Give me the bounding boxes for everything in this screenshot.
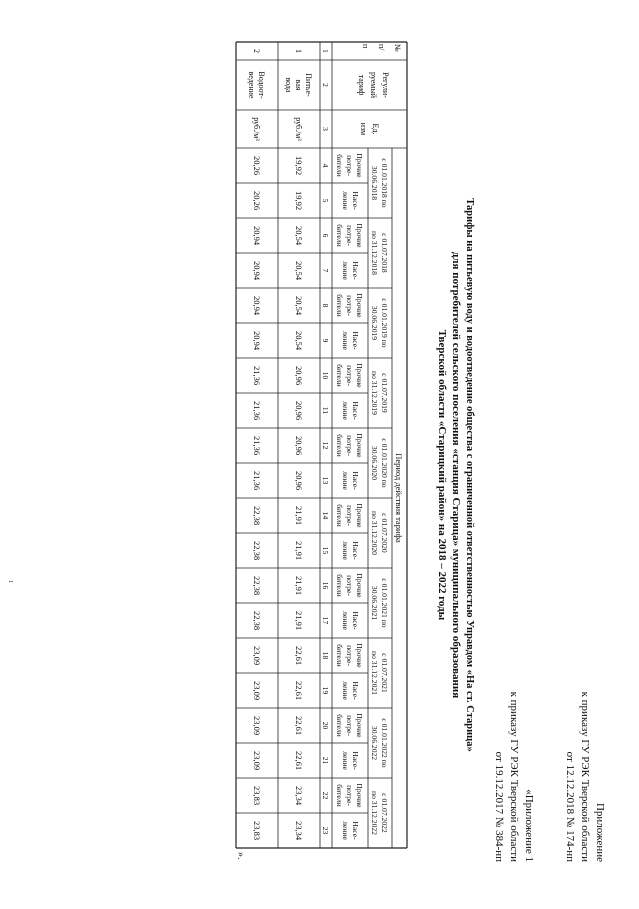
subheader-other-consumers: Прочие bbox=[355, 223, 364, 248]
subheader-population: ление bbox=[341, 541, 350, 560]
subheader-other-consumers: Прочие bbox=[355, 573, 364, 598]
column-number: 14 bbox=[321, 511, 330, 520]
tariff-value: 23,09 bbox=[252, 715, 262, 736]
tariff-value: 21,91 bbox=[294, 610, 304, 631]
col-tariff-header: руемый bbox=[369, 71, 378, 99]
column-number: 17 bbox=[321, 616, 330, 625]
subheader-population: ление bbox=[341, 401, 350, 420]
column-number: 9 bbox=[321, 338, 330, 343]
subheader-other-consumers: потре- bbox=[345, 715, 354, 736]
tariff-value: 21,91 bbox=[294, 575, 304, 596]
row-unit: руб./м³ bbox=[294, 117, 303, 141]
tariff-value: 21,91 bbox=[294, 505, 304, 526]
column-number: 6 bbox=[321, 233, 330, 238]
subheader-other-consumers: потре- bbox=[345, 155, 354, 176]
period-range: 30.06.2022 bbox=[370, 725, 379, 761]
tariff-value: 20,94 bbox=[252, 295, 262, 316]
column-number: 19 bbox=[321, 686, 330, 695]
subheader-population: ление bbox=[341, 821, 350, 840]
column-number: 3 bbox=[321, 127, 330, 131]
subheader-other-consumers: потре- bbox=[345, 645, 354, 666]
subheader-population: ление bbox=[341, 681, 350, 700]
col-no-header: № bbox=[393, 44, 402, 52]
page-marker: 1 bbox=[7, 580, 13, 583]
rotated-page-content bbox=[7, 42, 606, 862]
column-number: 2 bbox=[321, 83, 330, 87]
period-range: 30.06.2018 bbox=[370, 165, 379, 201]
subheader-other-consumers: потре- bbox=[345, 575, 354, 596]
subheader-other-consumers: бители bbox=[335, 154, 344, 177]
subheader-other-consumers: потре- bbox=[345, 505, 354, 526]
tariff-value: 22,38 bbox=[252, 540, 262, 561]
column-number: 7 bbox=[321, 268, 330, 273]
tariff-value: 20,54 bbox=[294, 260, 304, 281]
subheader-other-consumers: Прочие bbox=[355, 713, 364, 738]
subheader-population: ление bbox=[341, 331, 350, 350]
period-range: с 01.07.2021 bbox=[380, 653, 389, 693]
subheader-other-consumers: Прочие bbox=[355, 783, 364, 808]
tariff-value: 20,96 bbox=[294, 470, 304, 491]
subheader-other-consumers: потре- bbox=[345, 365, 354, 386]
period-range: по 31.12.2021 bbox=[370, 651, 379, 695]
subheader-population: Насе- bbox=[351, 751, 360, 770]
tariff-value: 20,94 bbox=[252, 225, 262, 246]
tariff-value: 22,38 bbox=[252, 575, 262, 596]
period-range: с 01.07.2020 bbox=[380, 513, 389, 553]
subheader-population: ление bbox=[341, 751, 350, 770]
col-no-header: п/ bbox=[377, 44, 386, 51]
subheader-population: Насе- bbox=[351, 401, 360, 420]
row-tariff-name: ведение bbox=[247, 71, 256, 99]
period-range: 30.06.2021 bbox=[370, 585, 379, 621]
period-range: с 01.01.2021 по bbox=[380, 578, 389, 628]
subheader-population: Насе- bbox=[351, 471, 360, 490]
subheader-other-consumers: Прочие bbox=[355, 153, 364, 178]
tariff-value: 23,34 bbox=[294, 820, 304, 841]
period-range: с 01.01.2020 по bbox=[380, 438, 389, 488]
subheader-other-consumers: бители bbox=[335, 294, 344, 317]
tariff-value: 20,54 bbox=[294, 295, 304, 316]
tariff-value: 22,61 bbox=[294, 680, 304, 701]
subheader-other-consumers: бители bbox=[335, 504, 344, 527]
tariff-value: 23,09 bbox=[252, 750, 262, 771]
tariff-value: 20,96 bbox=[294, 400, 304, 421]
subheader-other-consumers: бители bbox=[335, 364, 344, 387]
col-tariff-header: Регули- bbox=[381, 72, 390, 98]
tariff-value: 19,92 bbox=[294, 190, 304, 211]
appendix-old-line: «Приложение 1 bbox=[523, 789, 535, 862]
col-unit-header: Ед. bbox=[371, 123, 380, 135]
column-number: 23 bbox=[321, 826, 330, 835]
period-range: с 01.01.2022 по bbox=[380, 718, 389, 768]
tariff-value: 20,94 bbox=[252, 260, 262, 281]
tariff-value: 22,61 bbox=[294, 750, 304, 771]
period-range: с 01.01.2019 по bbox=[380, 298, 389, 348]
subheader-other-consumers: бители bbox=[335, 714, 344, 737]
document-title-line: Тарифы на питьевую воду и водоотведение общества с ограниченной ответственностью Управдом «На ст. Старица» bbox=[464, 198, 475, 752]
period-header: Период действия тарифа bbox=[394, 453, 404, 543]
period-range: 30.06.2019 bbox=[370, 305, 379, 341]
col-unit-header: изм bbox=[359, 122, 368, 136]
subheader-other-consumers: бители bbox=[335, 434, 344, 457]
subheader-population: Насе- bbox=[351, 541, 360, 560]
column-number: 20 bbox=[321, 721, 330, 730]
col-no-header: п bbox=[361, 44, 370, 49]
appendix-new-line: от 12.12.2018 № 174-нп bbox=[564, 751, 576, 862]
tariff-value: 21,36 bbox=[252, 470, 262, 491]
period-range: по 31.12.2018 bbox=[370, 231, 379, 275]
row-tariff-name: вая bbox=[294, 79, 303, 91]
column-number: 18 bbox=[321, 651, 330, 660]
column-number: 5 bbox=[321, 198, 330, 203]
tariff-value: 20,96 bbox=[294, 365, 304, 386]
subheader-population: Насе- bbox=[351, 261, 360, 280]
row-number: 2 bbox=[252, 49, 261, 53]
tariff-value: 23,09 bbox=[252, 680, 262, 701]
tariff-value: 22,61 bbox=[294, 645, 304, 666]
column-number: 16 bbox=[321, 581, 330, 590]
subheader-other-consumers: бители bbox=[335, 574, 344, 597]
period-range: 30.06.2020 bbox=[370, 445, 379, 481]
col-tariff-header: тариф bbox=[357, 74, 366, 96]
tariff-value: 22,61 bbox=[294, 715, 304, 736]
tariff-value: 22,38 bbox=[252, 610, 262, 631]
column-number: 15 bbox=[321, 546, 330, 555]
subheader-other-consumers: бители bbox=[335, 784, 344, 807]
row-number: 1 bbox=[294, 49, 303, 53]
subheader-other-consumers: бители bbox=[335, 224, 344, 247]
tariff-value: 20,26 bbox=[252, 190, 262, 211]
subheader-population: Насе- bbox=[351, 331, 360, 350]
tariff-value: 20,26 bbox=[252, 155, 262, 176]
period-range: с 01.07.2019 bbox=[380, 373, 389, 413]
row-tariff-name: Водоот- bbox=[257, 71, 266, 99]
subheader-population: ление bbox=[341, 471, 350, 490]
tariff-value: 20,54 bbox=[294, 225, 304, 246]
tariff-value: 23,34 bbox=[294, 785, 304, 806]
column-number: 10 bbox=[321, 371, 330, 380]
subheader-population: ление bbox=[341, 191, 350, 210]
period-range: с 01.07.2022 bbox=[380, 793, 389, 833]
subheader-other-consumers: Прочие bbox=[355, 643, 364, 668]
period-range: по 31.12.2019 bbox=[370, 371, 379, 415]
appendix-new-line: к приказу ГУ РЭК Тверской области bbox=[579, 691, 591, 862]
tariff-value: 21,36 bbox=[252, 365, 262, 386]
tariff-value: 22,38 bbox=[252, 505, 262, 526]
tariff-value: 19,92 bbox=[294, 155, 304, 176]
subheader-other-consumers: Прочие bbox=[355, 433, 364, 458]
subheader-other-consumers: потре- bbox=[345, 225, 354, 246]
tariff-value: 21,36 bbox=[252, 400, 262, 421]
subheader-population: ление bbox=[341, 261, 350, 280]
tariff-value: 21,36 bbox=[252, 435, 262, 456]
tariff-value: 23,83 bbox=[252, 785, 262, 806]
tariff-value: 21,91 bbox=[294, 540, 304, 561]
period-range: по 31.12.2020 bbox=[370, 511, 379, 555]
column-number: 22 bbox=[321, 791, 330, 800]
subheader-other-consumers: потре- bbox=[345, 295, 354, 316]
tariff-value: 20,94 bbox=[252, 330, 262, 351]
period-range: с 01.01.2018 по bbox=[380, 158, 389, 208]
subheader-other-consumers: Прочие bbox=[355, 293, 364, 318]
subheader-other-consumers: потре- bbox=[345, 785, 354, 806]
column-number: 4 bbox=[321, 163, 330, 168]
subheader-population: Насе- bbox=[351, 821, 360, 840]
column-number: 21 bbox=[321, 756, 330, 765]
tariff-value: 23,09 bbox=[252, 645, 262, 666]
subheader-population: Насе- bbox=[351, 681, 360, 700]
column-number: 13 bbox=[321, 476, 330, 485]
subheader-other-consumers: бители bbox=[335, 644, 344, 667]
subheader-other-consumers: Прочие bbox=[355, 363, 364, 388]
period-range: по 31.12.2022 bbox=[370, 791, 379, 835]
column-number: 8 bbox=[321, 303, 330, 308]
subheader-population: Насе- bbox=[351, 191, 360, 210]
document-title-line: для потребителей сельского поселения «станция Старица» муниципального образования bbox=[450, 251, 462, 699]
tariff-value: 23,83 bbox=[252, 820, 262, 841]
document-title-line: Тверской области «Старицкий район» на 2018 – 2022 годы bbox=[436, 329, 448, 621]
column-number: 12 bbox=[321, 441, 330, 450]
closing-quote: ». bbox=[235, 852, 246, 860]
period-range: с 01.07.2018 bbox=[380, 233, 389, 273]
subheader-other-consumers: потре- bbox=[345, 435, 354, 456]
column-number: 1 bbox=[321, 49, 330, 53]
row-tariff-name: вода bbox=[284, 77, 293, 93]
row-tariff-name: Питье- bbox=[304, 73, 313, 97]
appendix-new-line: Приложение bbox=[594, 802, 606, 862]
tariff-value: 20,54 bbox=[294, 330, 304, 351]
appendix-old-line: к приказу ГУ РЭК Тверской области bbox=[508, 691, 520, 862]
subheader-other-consumers: Прочие bbox=[355, 503, 364, 528]
row-unit: руб./м³ bbox=[252, 117, 261, 141]
subheader-population: ление bbox=[341, 611, 350, 630]
subheader-population: Насе- bbox=[351, 611, 360, 630]
tariff-value: 20,96 bbox=[294, 435, 304, 456]
appendix-old-line: от 19.12.2017 № 384-нп bbox=[493, 751, 505, 862]
column-number: 11 bbox=[321, 406, 330, 415]
